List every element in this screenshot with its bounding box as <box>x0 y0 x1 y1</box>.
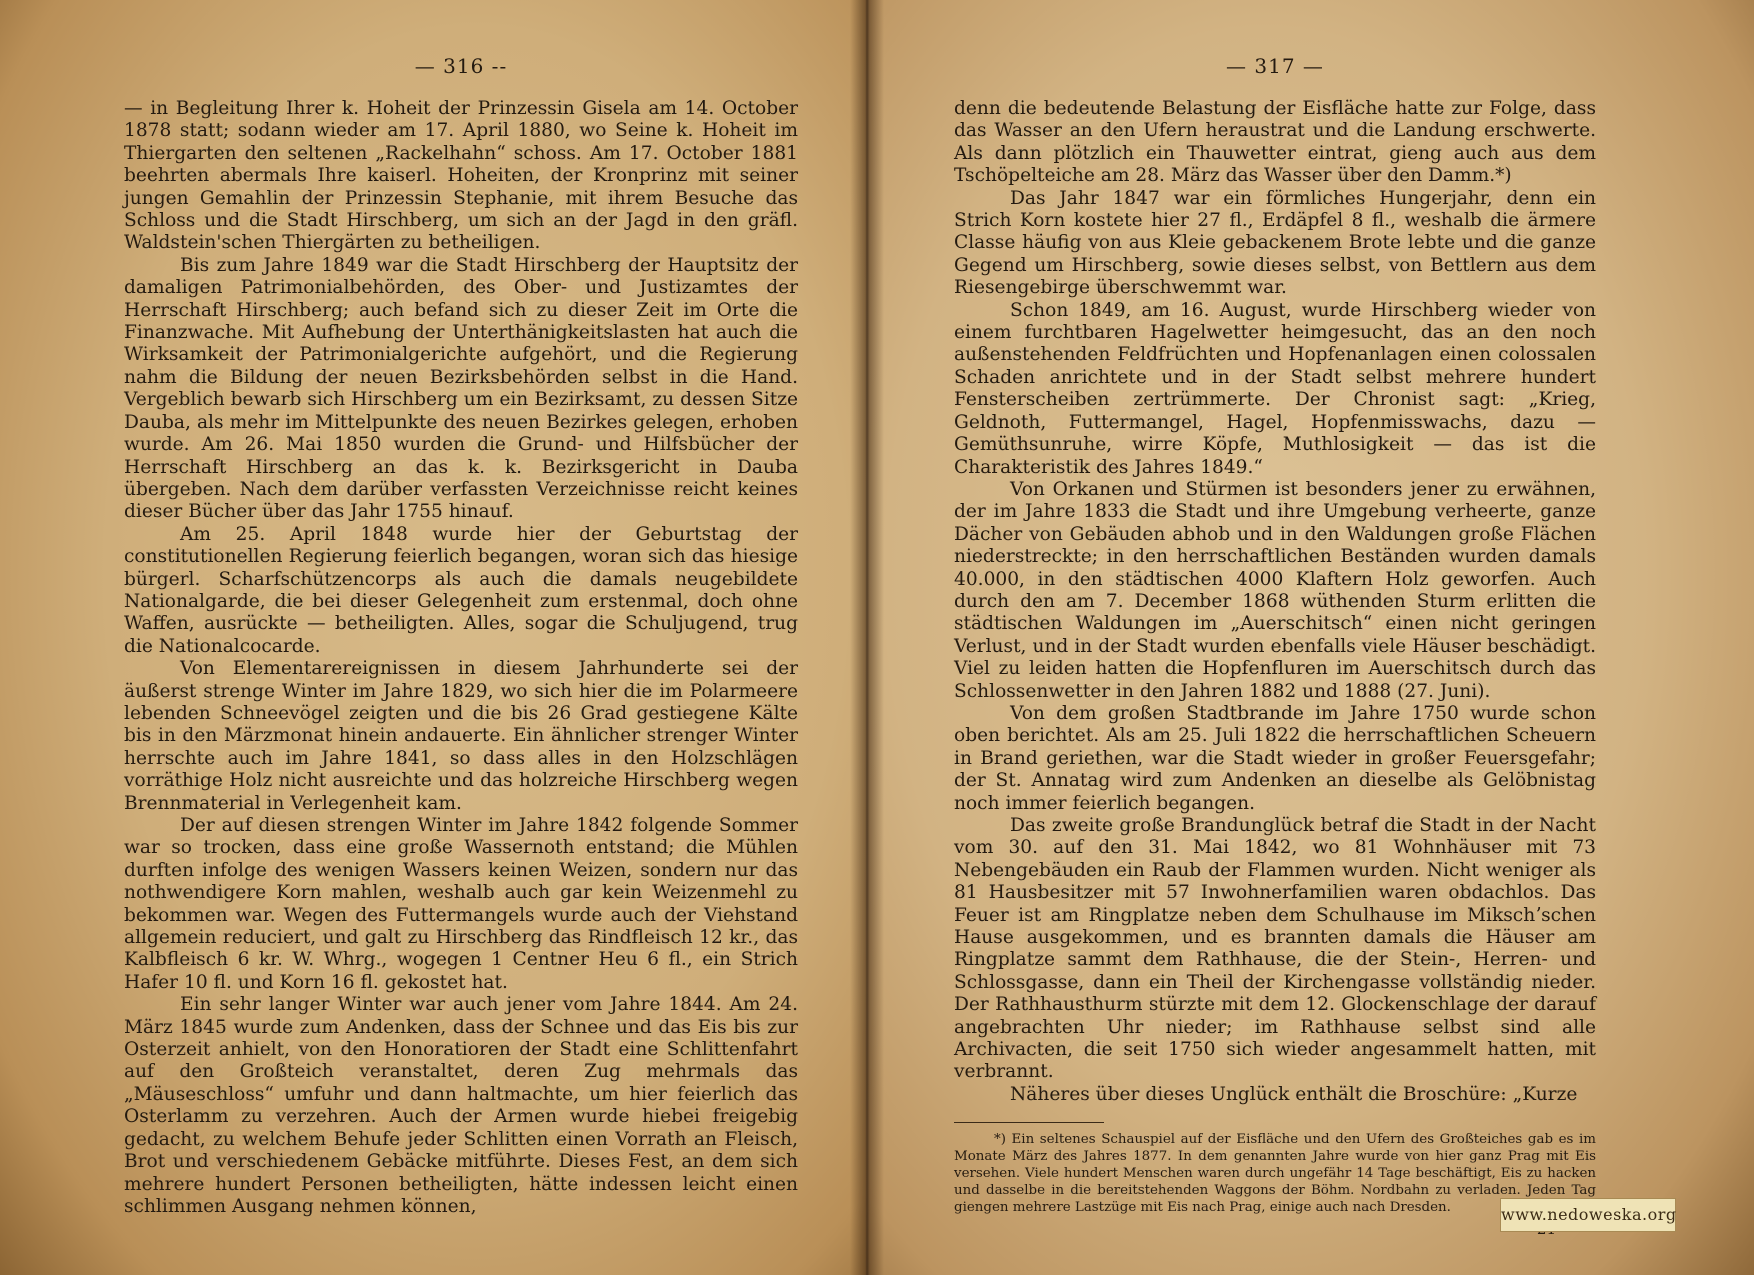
page-number-left: — 316 -- <box>414 54 508 78</box>
paragraph: Von Orkanen und Stürmen ist besonders jener zu erwähnen, der im Jahre 1833 die Stadt und ihre Umgebung verheerte, ganze Dächer von Gebäuden abhob und in den Waldungen große Flächen niederstreckte; in den herrschaftlichen Beständen wurden damals 40.000, in den städtischen 4000 Klaftern Holz geworfen. Auch durch den am 7. December 1868 wüthenden Sturm erlitten die städtischen Waldungen im „Auerschitsch“ einen nicht geringen Verlust, und in der Stadt wurden ebenfalls viele Häuser beschädigt. Viel zu leiden hatten die Hopfenfluren im Auerschitsch durch das Schlossenwetter in den Jahren 1882 und 1888 (27. Juni). <box>954 478 1596 702</box>
page-number-right: — 317 — <box>1226 54 1324 78</box>
paragraph: Ein sehr langer Winter war auch jener vom Jahre 1844. Am 24. März 1845 wurde zum Andenken, dass der Schnee und das Eis bis zur Osterzeit anhielt, von den Honoratioren der Stadt eine Schlittenfahrt auf den Großteich veranstaltet, deren Zug mehrmals das „Mäuseschloss“ umfuhr und dann haltmachte, um hier feierlich das Osterlamm zu verzehren. Auch der Armen wurde hiebei freigebig gedacht, zu welchem Behufe jeder Schlitten einen Vorrath an Fleisch, Brot und verschiedenem Gebäcke mitführte. Dieses Fest, an dem sich mehrere hundert Personen betheiligten, hätte indessen leicht einen schlimmen Ausgang nehmen können, <box>124 994 798 1217</box>
left-page-text <box>124 98 798 1218</box>
right-page <box>866 0 1754 1275</box>
paragraph: Von Elementarereignissen in diesem Jahrhunderte sei der äußerst strenge Winter im Jahre 1829, wo sich hier die im Polarmeere lebenden Schneevögel zeigten und die bis 26 Grad gestiegene Kälte bis in den Märzmonat hinein andauerte. Ein ähnlicher strenger Winter herrschte auch im Jahre 1841, so dass alles in den Holzschlägen vorräthige Holz nicht ausreichte und das holzreiche Hirschberg wegen Brennmaterial in Verlegenheit kam. <box>124 658 798 814</box>
watermark-label: www.nedoweska.org <box>1500 1198 1676 1232</box>
right-page-text <box>954 98 1596 1106</box>
paragraph: Das Jahr 1847 war ein förmliches Hungerjahr, denn ein Strich Korn kostete hier 27 fl., Erdäpfel 8 fl., weshalb die ärmere Classe häufig von aus Kleie gebackenem Brote lebte und die ganze Gegend um Hirschberg, sowie dieses selbst, von Bettlern aus dem Riesengebirge überschwemmt war. <box>954 187 1596 299</box>
paragraph: Das zweite große Brandunglück betraf die Stadt in der Nacht vom 30. auf den 31. Mai 1842, wo 81 Wohnhäuser mit 73 Nebengebäuden ein Raub der Flammen wurden. Nicht weniger als 81 Hausbesitzer mit 57 Inwohnerfamilien waren obdachlos. Das Feuer ist am Ringplatze neben dem Schulhause im Mikschʼschen Hause ausgekommen, und es brannten damals die Häuser am Ringplatze sammt dem Rathhause, die der Stein-, Herren- und Schlossgasse, dann ein Theil der Kirchengasse vollständig nieder. Der Rathhausthurm stürzte mit dem 12. Glockenschlage der darauf angebrachten Uhr nieder; im Rathhause selbst sind alle Archivacten, die seit 1750 sich wieder angesammelt hatten, mit verbrannt. <box>954 815 1596 1083</box>
paragraph: Von dem großen Stadtbrande im Jahre 1750 wurde schon oben berichtet. Als am 25. Juli 1822 die herrschaftlichen Scheuern in Brand geriethen, war die Stadt wieder in großer Feuersgefahr; der St. Annatag wird zum Andenken an dieselbe als Gelöbnistag noch immer feierlich begangen. <box>954 702 1596 814</box>
paragraph: Schon 1849, am 16. August, wurde Hirschberg wieder von einem furchtbaren Hagelwetter heimgesucht, das an den noch außenstehenden Feldfrüchten und Hopfenanlagen einen colossalen Schaden anrichtete und in der Stadt selbst mehrere hundert Fensterscheiben zertrümmerte. Der Chronist sagt: „Krieg, Geldnoth, Futtermangel, Hagel, Hopfenmisswachs, dazu — Gemüthsunruhe, wirre Köpfe, Muthlosigkeit — das ist die Charakteristik des Jahres 1849.“ <box>954 299 1596 478</box>
left-page <box>0 0 866 1275</box>
paragraph: Bis zum Jahre 1849 war die Stadt Hirschberg der Hauptsitz der damaligen Patrimonialbehörden, des Ober- und Justizamtes der Herrschaft Hirschberg; auch befand sich zu dieser Zeit im Orte die Finanzwache. Mit Aufhebung der Unterthänigkeitslasten hat auch die Wirksamkeit der Patrimonialgerichte aufgehört, und die Regierung nahm die Bildung der neuen Bezirksbehörden selbst in die Hand. Vergeblich bewarb sich Hirschberg um ein Bezirksamt, zu dessen Sitze Dauba, als mehr im Mittelpunkte des neuen Bezirkes gelegen, erhoben wurde. Am 26. Mai 1850 wurden die Grund- und Hilfsbücher der Herrschaft Hirschberg an das k. k. Bezirksgericht in Dauba übergeben. Nach dem darüber verfassten Verzeichnisse reicht keines dieser Bücher über das Jahr 1755 hinauf. <box>124 254 798 523</box>
paragraph: denn die bedeutende Belastung der Eisfläche hatte zur Folge, dass das Wasser an den Ufern heraustrat und die Landung erschwerte. Als dann plötzlich ein Thauwetter eintrat, gieng auch aus dem Tschöpelteiche am 28. März das Wasser über den Damm.*) <box>954 98 1596 187</box>
footnote-text: *) Ein seltenes Schauspiel auf der Eisfläche und den Ufern des Großteiches gab es im Monate März des Jahres 1877. In dem genannten Jahre wurde von hier ganz Prag mit Eis versehen. Viele hundert Menschen waren durch ungefähr 14 Tage beschäftigt, Eis zu hacken und dasselbe in die bereitstehenden Waggons der Böhm. Nordbahn zu verladen. Jeden Tag giengen mehrere Lastzüge mit Eis nach Prag, einige auch nach Dresden. <box>954 1132 1596 1216</box>
footnote-divider <box>954 1122 1104 1123</box>
paragraph: — in Begleitung Ihrer k. Hoheit der Prinzessin Gisela am 14. October 1878 statt; sodann wieder am 17. April 1880, wo Seine k. Hoheit im Thiergarten den seltenen „Rackelhahn“ schoss. Am 17. October 1881 beehrten abermals Ihre kaiserl. Hoheiten, der Kronprinz mit seiner jungen Gemahlin der Prinzessin Stephanie, mit ihrem Besuche das Schloss und die Stadt Hirschberg, um sich an der Jagd in den gräfl. Waldstein'schen Thiergärten zu betheiligen. <box>124 98 798 254</box>
paragraph: Näheres über dieses Unglück enthält die Broschüre: „Kurze <box>1010 1083 1578 1105</box>
paragraph: Am 25. April 1848 wurde hier der Geburtstag der constitutionellen Regierung feierlich begangen, woran sich das hiesige bürgerl. Scharfschützencorps als auch die damals neugebildete Nationalgarde, die bei dieser Gelegenheit zum erstenmal, doch ohne Waffen, ausrückte — betheiligten. Alles, sogar die Schuljugend, trug die Nationalcocarde. <box>124 523 798 657</box>
paragraph: Der auf diesen strengen Winter im Jahre 1842 folgende Sommer war so trocken, dass eine große Wassernoth entstand; die Mühlen durften infolge des wenigen Wassers keinen Weizen, sondern nur das nothwendigere Korn mahlen, weshalb auch gar kein Weizenmehl zu bekommen war. Wegen des Futtermangels wurde auch der Viehstand allgemein reduciert, und galt zu Hirschberg das Rindfleisch 12 kr., das Kalbfleisch 6 kr. W. Whrg., wogegen 1 Centner Heu 6 fl., ein Strich Hafer 10 fl. und Korn 16 fl. gekostet hat. <box>124 815 798 993</box>
